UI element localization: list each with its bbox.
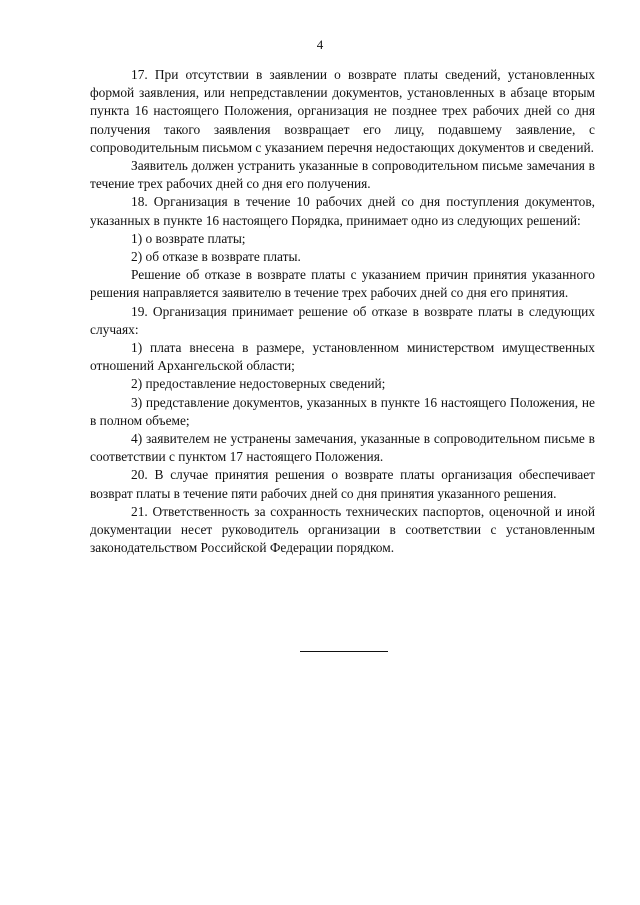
list-item-19-1: 1) плата внесена в размере, установленном министерством имущественных отношений Архангельской области; <box>90 340 595 374</box>
list-item-18-2: 2) об отказе в возврате платы. <box>131 249 301 265</box>
list-item-19-2: 2) предоставление недостоверных сведений; <box>131 376 386 392</box>
paragraph-21: 21. Ответственность за сохранность технических паспортов, оценочной и иной документации несет руководитель организации в соответствии с установленным законодательством Российской Федерации порядком. <box>90 503 595 556</box>
paragraph-18: 18. Организация в течение 10 рабочих дней со дня поступления документов, указанных в пункте 16 настоящего Порядка, принимает одно из следующих решений: <box>90 194 595 228</box>
paragraph-19: 19. Организация принимает решение об отказе в возврате платы в следующих случаях: <box>90 303 595 337</box>
list-item-19-4: 4) заявителем не устранены замечания, указанные в сопроводительном письме в соответствии с пунктом 17 настоящего Положения. <box>90 431 595 465</box>
paragraph-17: 17. При отсутствии в заявлении о возврате платы сведений, установленных формой заявления, или непредставлении документов, установленных в абзаце вторым пункта 16 настоящего Положения, организация не позднее трех рабочих дней со дня получения такого заявления возвращает его лицу, подавшему заявление, с сопроводительным письмом с указанием перечня недостающих документов и сведений. <box>90 67 595 155</box>
page-number: 4 <box>316 37 324 52</box>
list-item-19-3: 3) представление документов, указанных в пункте 16 настоящего Положения, не в полном объеме; <box>90 394 595 428</box>
paragraph-20: 20. В случае принятия решения о возврате платы организация обеспечивает возврат платы в течение пяти рабочих дней со дня принятия указанного решения. <box>90 467 595 501</box>
list-item-18-1: 1) о возврате платы; <box>131 230 246 246</box>
paragraph-17-applicant-note: Заявитель должен устранить указанные в сопроводительном письме замечания в течение трех рабочих дней со дня его получения. <box>90 158 595 192</box>
end-divider-line <box>300 651 388 652</box>
document-body <box>90 66 595 557</box>
paragraph-18-refusal-note: Решение об отказе в возврате платы с указанием причин принятия указанного решения направляется заявителю в течение трех рабочих дней со дня его принятия. <box>90 267 595 301</box>
